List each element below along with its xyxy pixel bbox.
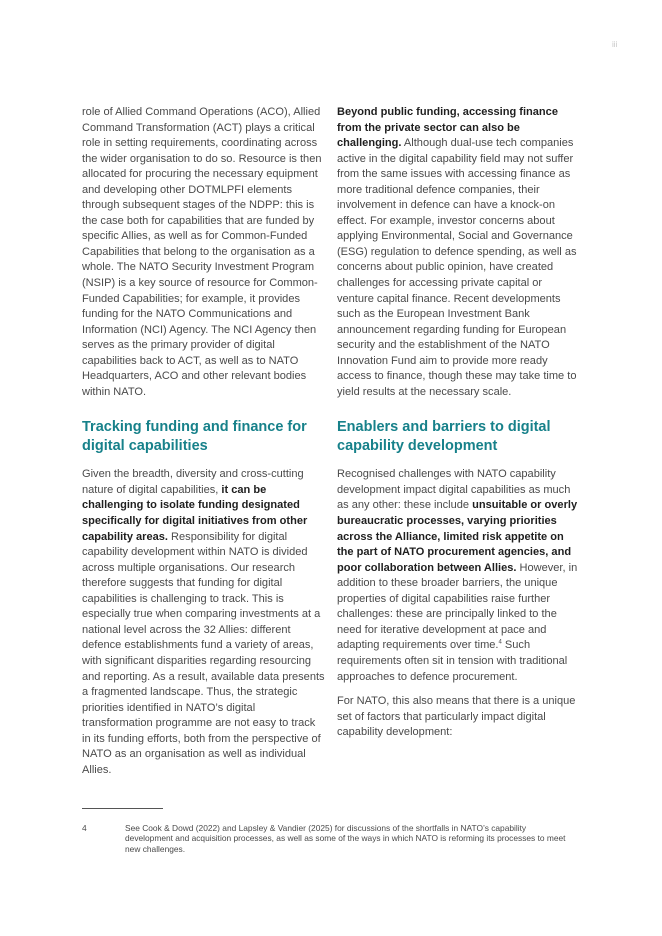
left-paragraph-2-emphasis: it can be challenging to isolate funding designated specifically for digital initiatives from other capability areas.	[82, 483, 308, 543]
right-paragraph-2	[337, 467, 581, 685]
footnote-reference: 4	[498, 639, 502, 646]
right-paragraph-2-end: Such requirements often sit in tension with traditional approaches to defence procurement.	[337, 639, 568, 683]
left-paragraph-2-intro: Given the breadth, diversity and cross-cutting nature of digital capabilities,	[82, 468, 304, 496]
left-paragraph-1: role of Allied Command Operations (ACO), Allied Command Transformation (ACT) plays a critical role in setting requirements, coordinating across the wider organisation to do so. Resource is then allocated for procuring the necessary equipment and developing other DOTMLPFI elements through subsequent stages of the NDPP: this is the case both for capabilities that are funded by specific Allies, as well as for Common-Funded Capabilities that belong to the organisation as a whole. The NATO Security Investment Program (NSIP) is a key source of resource for Common-Funded Capabilities; for example, it provides funding for the NATO Communications and Information (NCI) Agency. The NCI Agency then serves as the primary provider of digital capabilities back to ACT, as well as to NATO Headquarters, ACO and other relevant bodies within NATO.	[82, 106, 322, 398]
right-paragraph-1-body: Although dual-use tech companies active in the digital capability field may not suffer from the same issues with accessing finance as more traditional defence companies, their involvement in defence can have a knock-on effect. For example, investor concerns about applying Environmental, Social and Governance (ESG) regulation to defence spending, as well as concerns about public opinion, have created challenges for accessing private capital or venture capital finance. Recent developments such as the European Investment Bank announcement regarding funding for European security and the establishment of the NATO Innovation Fund aim to provide more ready access to finance, though these may take time to yield results at the necessary scale.	[337, 137, 577, 398]
right-paragraph-2-intro: Recognised challenges with NATO capability development impact digital capabilities as much as any other: these include	[337, 468, 571, 512]
right-paragraph-3: For NATO, this also means that there is a unique set of factors that particularly impact digital capability development:	[337, 695, 576, 739]
right-paragraph-2-emphasis: unsuitable or overly bureaucratic processes, varying priorities across the Alliance, limited risk appetite on the part of NATO procurement agencies, and poor collaboration between Allies.	[337, 499, 578, 574]
left-paragraph-2-body: Responsibility for digital capability development within NATO is divided across multiple organisations. Our research therefore suggests that funding for digital capabilities is challenging to track. This is especially true when comparing investments at a national level across the 32 Allies: different defence establishments fund a variety of areas, with significant disparities regarding resourcing and reporting. As a result, available data presents a fragmented landscape. Thus, the strategic priorities identified in NATO’s digital transformation programme are not easy to track in its funding efforts, both from the perspective of NATO as an organisation as well as individual Allies.	[82, 530, 325, 776]
section-heading-tracking-funding: Tracking funding and finance for digital capabilities	[82, 419, 307, 454]
right-paragraph-1-emphasis: Beyond public funding, accessing finance from the private sector can also be challenging.	[337, 106, 558, 150]
footnote-divider	[82, 808, 163, 809]
section-heading-enablers-barriers: Enablers and barriers to digital capability development	[337, 419, 551, 454]
right-column	[337, 105, 581, 750]
left-column	[82, 105, 326, 787]
page-number: iii	[612, 40, 618, 49]
footnote-text: See Cook & Dowd (2022) and Lapsley & Vandier (2025) for discussions of the shortfalls in NATO’s capability development and acquisition processes, as well as some of the ways in which NATO is reforming its processes to meet new challenges.	[125, 823, 566, 854]
right-paragraph-1	[337, 105, 581, 400]
left-paragraph-2	[82, 467, 326, 778]
footnote-number: 4	[82, 823, 87, 833]
right-paragraph-2-body: However, in addition to these broader barriers, the unique properties of digital capabilities raise further challenges: these are principally linked to the need for iterative development at pace and adapting requirements over time.	[337, 561, 578, 652]
